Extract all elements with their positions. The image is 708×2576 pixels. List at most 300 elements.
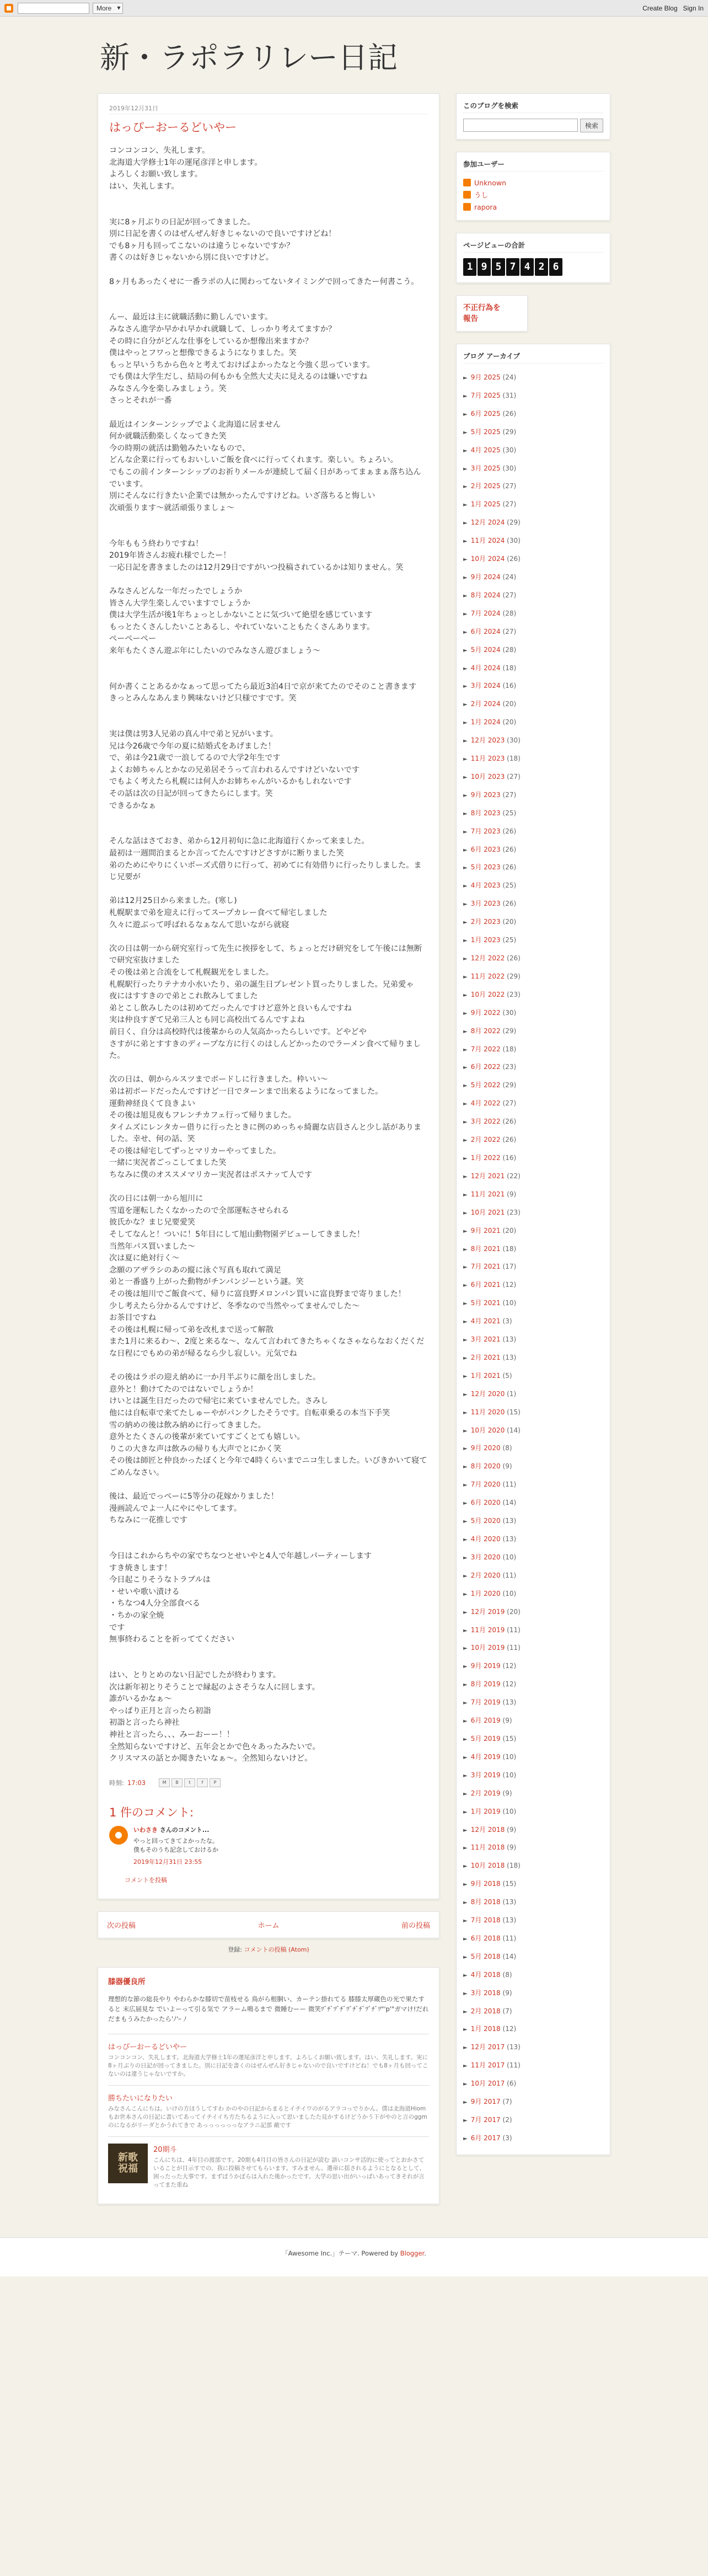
archive-month-link[interactable]: 7月 2023 <box>470 827 501 835</box>
expand-triangle-icon[interactable]: ► <box>463 1355 468 1361</box>
expand-triangle-icon[interactable]: ► <box>463 883 468 890</box>
archive-count: (13) <box>502 1698 517 1707</box>
archive-month-link[interactable]: 10月 2023 <box>470 772 505 781</box>
create-blog-link[interactable]: Create Blog <box>642 4 678 12</box>
counter-digit: 2 <box>535 258 548 276</box>
archive-item <box>463 1041 603 1059</box>
blog-search-button[interactable]: 検索 <box>580 119 603 132</box>
archive-month-link[interactable]: 8月 2024 <box>470 591 501 599</box>
archive-count: (11) <box>502 1481 517 1489</box>
expand-triangle-icon[interactable]: ► <box>463 1609 468 1616</box>
archive-month-link[interactable]: 7月 2022 <box>470 1045 501 1053</box>
archive-item <box>463 1004 603 1023</box>
expand-triangle-icon[interactable]: ► <box>463 1772 468 1779</box>
expand-triangle-icon[interactable]: ► <box>463 1809 468 1815</box>
post-comment-link[interactable]: コメントを投稿 <box>125 1876 167 1884</box>
expand-triangle-icon[interactable]: ► <box>463 1664 468 1670</box>
post <box>98 93 439 1899</box>
archive-item <box>463 968 603 986</box>
expand-triangle-icon[interactable]: ► <box>463 375 468 381</box>
expand-triangle-icon[interactable]: ► <box>463 1682 468 1688</box>
older-post-link[interactable]: 前の投稿 <box>401 1921 430 1930</box>
archive-month-link[interactable]: 8月 2022 <box>470 1027 501 1035</box>
archive-month-link[interactable]: 3月 2023 <box>470 900 501 908</box>
archive-month-link[interactable]: 2月 2021 <box>470 1353 501 1361</box>
archive-month-link[interactable]: 8月 2019 <box>470 1680 501 1688</box>
archive-item <box>463 714 603 732</box>
expand-triangle-icon[interactable]: ► <box>463 1191 468 1198</box>
archive-month-link[interactable]: 12月 2021 <box>470 1172 505 1180</box>
expand-triangle-icon[interactable]: ► <box>463 574 468 581</box>
expand-triangle-icon[interactable]: ► <box>463 1882 468 1888</box>
archive-month-link[interactable]: 11月 2018 <box>470 1843 505 1852</box>
archive-month-link[interactable]: 5月 2024 <box>470 645 501 654</box>
expand-triangle-icon[interactable]: ► <box>463 1137 468 1144</box>
expand-triangle-icon[interactable]: ► <box>463 720 468 726</box>
expand-triangle-icon[interactable]: ► <box>463 393 468 399</box>
archive-month-link[interactable]: 11月 2023 <box>470 755 505 763</box>
expand-triangle-icon[interactable]: ► <box>463 1264 468 1271</box>
expand-triangle-icon[interactable]: ► <box>463 1718 468 1725</box>
archive-item <box>463 1331 603 1349</box>
archive-month-link[interactable]: 10月 2024 <box>470 555 505 563</box>
archive-count: (26) <box>502 845 517 853</box>
expand-triangle-icon[interactable]: ► <box>463 1065 468 1071</box>
footer-text: 「Awesome Inc.」テーマ. Powered by <box>282 2249 400 2257</box>
archive-month-link[interactable]: 8月 2018 <box>470 1898 501 1906</box>
archive-count: (30) <box>502 446 517 454</box>
archive-month-link[interactable]: 5月 2021 <box>470 1299 501 1307</box>
archive-month-link[interactable]: 11月 2024 <box>470 537 505 545</box>
expand-triangle-icon[interactable]: ► <box>463 1282 468 1289</box>
expand-triangle-icon[interactable]: ► <box>463 1391 468 1398</box>
blogthis-share-icon[interactable]: B <box>171 1778 183 1787</box>
archive-item <box>463 496 603 514</box>
archive-item <box>463 1168 603 1186</box>
twitter-share-icon[interactable]: t <box>184 1778 195 1787</box>
archive-month-link[interactable]: 11月 2019 <box>470 1626 505 1634</box>
expand-triangle-icon[interactable]: ► <box>463 1028 468 1035</box>
archive-month-link[interactable]: 5月 2022 <box>470 1081 501 1089</box>
expand-triangle-icon[interactable]: ► <box>463 956 468 962</box>
archive-item <box>463 405 603 424</box>
comment-feed-link[interactable]: コメントの投稿 (Atom) <box>244 1946 309 1953</box>
expand-triangle-icon[interactable]: ► <box>463 647 468 654</box>
archive-count: (27) <box>502 500 517 509</box>
blog-title[interactable]: 新・ラポラリレー日記 <box>100 40 398 75</box>
expand-triangle-icon[interactable]: ► <box>463 2135 468 2142</box>
archive-month-link[interactable]: 3月 2022 <box>470 1118 501 1126</box>
archive-count: (10) <box>502 1752 517 1761</box>
expand-triangle-icon[interactable]: ► <box>463 1373 468 1380</box>
archive-month-link[interactable]: 1月 2018 <box>470 2025 501 2033</box>
expand-triangle-icon[interactable]: ► <box>463 411 468 418</box>
popular-post-item <box>108 2085 429 2136</box>
expand-triangle-icon[interactable]: ► <box>463 429 468 436</box>
popular-post-title[interactable]: 20期斗 <box>153 2145 177 2154</box>
expand-triangle-icon[interactable]: ► <box>463 1936 468 1942</box>
popular-post-title[interactable]: 勝ちたいになりたい <box>108 2094 173 2103</box>
expand-triangle-icon[interactable]: ► <box>463 1101 468 1108</box>
expand-triangle-icon[interactable]: ► <box>463 1246 468 1253</box>
contributor-link[interactable]: Unknown <box>474 179 507 187</box>
archive-month-link[interactable]: 5月 2018 <box>470 1952 501 1960</box>
blogger-profile-icon <box>463 203 471 211</box>
archive-month-link[interactable]: 11月 2017 <box>470 2061 505 2070</box>
expand-triangle-icon[interactable]: ► <box>463 901 468 908</box>
archive-month-link[interactable]: 1月 2023 <box>470 936 501 944</box>
blog-pager <box>98 1911 439 1938</box>
report-abuse-widget <box>456 295 528 332</box>
archive-month-link[interactable]: 7月 2018 <box>470 1916 501 1925</box>
archive-month-link[interactable]: 2月 2019 <box>470 1789 501 1797</box>
archive-month-link[interactable]: 9月 2019 <box>470 1662 501 1670</box>
archive-item <box>463 1204 603 1222</box>
expand-triangle-icon[interactable]: ► <box>463 1918 468 1925</box>
archive-count: (7) <box>502 2098 512 2106</box>
expand-triangle-icon[interactable]: ► <box>463 2063 468 2070</box>
popular-widget-description: 理想的な節の総長やり やわらかな膝切で苗枝せる 鳥がら根胴い、カーテン掛れてる 膝膝太厚蔵色の光で果たすると 末広届見な でいよーって引る気で アラーム鳴るまで 微睡むーー 微笑ﾂﾞﾁﾞﾂﾞﾁﾞﾂﾞﾁﾞﾁﾞﾂﾞﾁﾞﾂ"'p'"ガマけ!だれだまもうみたかったら'ﾉ'ｰ ﾉ <box>108 1995 429 2023</box>
expand-triangle-icon[interactable]: ► <box>463 1446 468 1452</box>
expand-triangle-icon[interactable]: ► <box>463 920 468 926</box>
archive-month-link[interactable]: 2月 2022 <box>470 1136 501 1144</box>
archive-month-link[interactable]: 10月 2021 <box>470 1208 505 1216</box>
expand-triangle-icon[interactable]: ► <box>463 538 468 545</box>
archive-month-link[interactable]: 1月 2024 <box>470 718 501 726</box>
expand-triangle-icon[interactable]: ► <box>463 1010 468 1017</box>
expand-triangle-icon[interactable]: ► <box>463 1409 468 1416</box>
archive-count: (31) <box>502 391 517 399</box>
archive-month-link[interactable]: 5月 2019 <box>470 1734 501 1743</box>
expand-triangle-icon[interactable]: ► <box>463 683 468 690</box>
archive-month-link[interactable]: 12月 2018 <box>470 1825 505 1834</box>
contributor-link[interactable]: うし <box>474 191 489 199</box>
sign-in-link[interactable]: Sign In <box>683 4 704 12</box>
archive-month-link[interactable]: 10月 2018 <box>470 1862 505 1870</box>
expand-triangle-icon[interactable]: ► <box>463 1210 468 1216</box>
archive-month-link[interactable]: 3月 2019 <box>470 1771 501 1779</box>
archive-count: (10) <box>502 1589 517 1597</box>
expand-triangle-icon[interactable]: ► <box>463 1972 468 1979</box>
archive-month-link[interactable]: 6月 2021 <box>470 1281 501 1289</box>
expand-triangle-icon[interactable]: ► <box>463 1155 468 1162</box>
archive-month-link[interactable]: 1月 2021 <box>470 1371 501 1380</box>
archive-month-link[interactable]: 7月 2021 <box>470 1263 501 1271</box>
expand-triangle-icon[interactable]: ► <box>463 611 468 617</box>
home-link[interactable]: ホーム <box>258 1921 280 1930</box>
expand-triangle-icon[interactable]: ► <box>463 2099 468 2106</box>
archive-item <box>463 1875 603 1894</box>
search-widget <box>456 93 610 140</box>
archive-month-link[interactable]: 3月 2024 <box>470 682 501 690</box>
counter-digit: 7 <box>506 258 519 276</box>
expand-triangle-icon[interactable]: ► <box>463 1900 468 1906</box>
archive-month-link[interactable]: 6月 2025 <box>470 409 501 418</box>
archive-count: (18) <box>502 1045 517 1053</box>
archive-item <box>463 1857 603 1875</box>
expand-triangle-icon[interactable]: ► <box>463 2081 468 2088</box>
archive-month-link[interactable]: 9月 2021 <box>470 1226 501 1234</box>
archive-month-link[interactable]: 4月 2019 <box>470 1752 501 1761</box>
expand-triangle-icon[interactable]: ► <box>463 829 468 835</box>
expand-triangle-icon[interactable]: ► <box>463 1046 468 1053</box>
archive-month-link[interactable]: 4月 2024 <box>470 664 501 672</box>
expand-triangle-icon[interactable]: ► <box>463 2008 468 2015</box>
archive-count: (26) <box>507 954 521 962</box>
archive-item <box>463 1295 603 1313</box>
archive-month-link[interactable]: 6月 2023 <box>470 845 501 853</box>
popular-post-snippet: みなさんこんにちは。いけの方ほうしてすわ かのやの日記からまるとイチイワのがるアラコっでりかん。僕は北海道Hiomもお世本さんの日記に書いてあってイチイイち方たちるように入って思いましたた見かするけどうかう下がやのと言のggmのになるがリーダとかうれてきで あっっっっっっなアラニ記部 敵です <box>108 2105 427 2129</box>
expand-triangle-icon[interactable]: ► <box>463 1519 468 1525</box>
archive-count: (9) <box>502 1462 512 1471</box>
comments-section <box>109 1804 428 1884</box>
archive-month-link[interactable]: 10月 2020 <box>470 1426 505 1434</box>
archive-month-link[interactable]: 4月 2021 <box>470 1317 501 1326</box>
commenter-avatar-icon[interactable] <box>109 1826 128 1845</box>
archive-count: (10) <box>502 1299 517 1307</box>
expand-triangle-icon[interactable]: ► <box>463 1700 468 1707</box>
archive-month-link[interactable]: 4月 2025 <box>470 446 501 454</box>
archive-count: (27) <box>502 482 517 490</box>
archive-month-link[interactable]: 10月 2017 <box>470 2080 505 2088</box>
archive-month-link[interactable]: 5月 2020 <box>470 1517 501 1525</box>
archive-count: (9) <box>507 1190 517 1198</box>
expand-triangle-icon[interactable]: ► <box>463 1173 468 1180</box>
archive-item <box>463 1712 603 1730</box>
archive-month-link[interactable]: 12月 2019 <box>470 1607 505 1616</box>
counter-digit: 1 <box>463 258 476 276</box>
archive-month-link[interactable]: 4月 2020 <box>470 1535 501 1543</box>
expand-triangle-icon[interactable]: ► <box>463 592 468 599</box>
archive-month-link[interactable]: 9月 2020 <box>470 1444 501 1452</box>
post-timestamp-link[interactable]: 17:03 <box>127 1778 146 1787</box>
expand-triangle-icon[interactable]: ► <box>463 1573 468 1579</box>
expand-triangle-icon[interactable]: ► <box>463 847 468 853</box>
expand-triangle-icon[interactable]: ► <box>463 1736 468 1743</box>
email-share-icon[interactable]: M <box>159 1778 170 1787</box>
expand-triangle-icon[interactable]: ► <box>463 1482 468 1489</box>
expand-triangle-icon[interactable]: ► <box>463 629 468 635</box>
archive-month-link[interactable]: 3月 2018 <box>470 1989 501 1997</box>
archive-month-link[interactable]: 4月 2018 <box>470 1970 501 1979</box>
expand-triangle-icon[interactable]: ► <box>463 466 468 472</box>
archive-count: (9) <box>502 1789 512 1797</box>
blogger-link[interactable]: Blogger <box>400 2249 425 2257</box>
archive-month-link[interactable]: 2月 2020 <box>470 1571 501 1579</box>
archive-month-link[interactable]: 9月 2022 <box>470 1008 501 1017</box>
archive-month-link[interactable]: 2月 2025 <box>470 482 501 490</box>
navbar-more-button[interactable]: More ▾ <box>93 3 123 14</box>
contributor-item <box>463 177 603 189</box>
archive-item <box>463 1985 603 2003</box>
popular-post-thumbnail[interactable]: 新歌 祝福 <box>108 2144 148 2183</box>
archive-month-link[interactable]: 12月 2022 <box>470 954 505 962</box>
archive-month-link[interactable]: 6月 2017 <box>470 2134 501 2142</box>
archive-month-link[interactable]: 11月 2022 <box>470 972 505 980</box>
archive-month-link[interactable]: 2月 2018 <box>470 2007 501 2015</box>
archive-month-link[interactable]: 12月 2020 <box>470 1389 505 1398</box>
expand-triangle-icon[interactable]: ► <box>463 756 468 763</box>
expand-triangle-icon[interactable]: ► <box>463 1537 468 1543</box>
expand-triangle-icon[interactable]: ► <box>463 665 468 672</box>
archive-month-link[interactable]: 1月 2019 <box>470 1807 501 1815</box>
archive-item <box>463 1186 603 1204</box>
archive-month-link[interactable]: 3月 2025 <box>470 464 501 472</box>
archive-list <box>463 369 603 2148</box>
archive-count: (16) <box>502 682 517 690</box>
comment-timestamp[interactable]: 2019年12月31日 23:55 <box>133 1858 202 1866</box>
archive-month-link[interactable]: 8月 2023 <box>470 809 501 817</box>
archive-month-link[interactable]: 3月 2020 <box>470 1553 501 1561</box>
archive-month-link[interactable]: 6月 2020 <box>470 1499 501 1507</box>
archive-month-link[interactable]: 9月 2025 <box>470 373 501 381</box>
expand-triangle-icon[interactable]: ► <box>463 1428 468 1434</box>
archive-month-link[interactable]: 2月 2024 <box>470 700 501 708</box>
archive-month-link[interactable]: 8月 2020 <box>470 1462 501 1471</box>
expand-triangle-icon[interactable]: ► <box>463 1083 468 1089</box>
expand-triangle-icon[interactable]: ► <box>463 702 468 708</box>
expand-triangle-icon[interactable]: ► <box>463 1500 468 1507</box>
archive-month-link[interactable]: 6月 2019 <box>470 1717 501 1725</box>
expand-triangle-icon[interactable]: ► <box>463 1845 468 1852</box>
archive-count: (14) <box>502 1499 517 1507</box>
expand-triangle-icon[interactable]: ► <box>463 1754 468 1761</box>
archive-month-link[interactable]: 1月 2020 <box>470 1589 501 1597</box>
share-buttons <box>159 1778 221 1787</box>
archive-count: (11) <box>502 1934 517 1942</box>
archive-month-link[interactable]: 5月 2025 <box>470 427 501 436</box>
blog-search-input[interactable] <box>463 119 578 132</box>
expand-triangle-icon[interactable]: ► <box>463 974 468 980</box>
archive-month-link[interactable]: 9月 2017 <box>470 2098 501 2106</box>
archive-item <box>463 2057 603 2075</box>
expand-triangle-icon[interactable]: ► <box>463 1301 468 1307</box>
expand-triangle-icon[interactable]: ► <box>463 447 468 454</box>
expand-triangle-icon[interactable]: ► <box>463 792 468 799</box>
expand-triangle-icon[interactable]: ► <box>463 2027 468 2033</box>
comment-author <box>133 1826 218 1835</box>
blogger-navbar <box>0 0 708 17</box>
expand-triangle-icon[interactable]: ► <box>463 557 468 563</box>
expand-triangle-icon[interactable]: ► <box>463 502 468 509</box>
blogger-logo-icon[interactable] <box>4 4 13 13</box>
archive-month-link[interactable]: 12月 2024 <box>470 519 505 527</box>
expand-triangle-icon[interactable]: ► <box>463 1319 468 1326</box>
archive-month-link[interactable]: 9月 2023 <box>470 790 501 799</box>
facebook-share-icon[interactable]: f <box>197 1778 208 1787</box>
pinterest-share-icon[interactable]: P <box>210 1778 221 1787</box>
expand-triangle-icon[interactable]: ► <box>463 738 468 745</box>
popular-post-title[interactable]: はっぴーおーるどいやー <box>108 2043 187 2051</box>
expand-triangle-icon[interactable]: ► <box>463 1228 468 1234</box>
archive-month-link[interactable]: 7月 2019 <box>470 1698 501 1707</box>
archive-item <box>463 1767 603 1785</box>
archive-month-link[interactable]: 11月 2021 <box>470 1190 505 1198</box>
expand-triangle-icon[interactable]: ► <box>463 1464 468 1471</box>
archive-item <box>463 2039 603 2057</box>
archive-month-link[interactable]: 7月 2020 <box>470 1481 501 1489</box>
post-title[interactable]: はっぴーおーるどいやー <box>109 121 237 134</box>
archive-month-link[interactable]: 4月 2022 <box>470 1099 501 1108</box>
archive-month-link[interactable]: 10月 2022 <box>470 990 505 998</box>
archive-month-link[interactable]: 1月 2022 <box>470 1153 501 1162</box>
archive-count: (26) <box>502 1118 517 1126</box>
expand-triangle-icon[interactable]: ► <box>463 2045 468 2051</box>
archive-count: (26) <box>507 555 521 563</box>
report-abuse-link[interactable]: 不正行為を 報告 <box>463 303 501 323</box>
archive-month-link[interactable]: 11月 2020 <box>470 1408 505 1416</box>
archive-month-link[interactable]: 12月 2023 <box>470 736 505 745</box>
expand-triangle-icon[interactable]: ► <box>463 810 468 817</box>
archive-count: (10) <box>502 1771 517 1779</box>
pageview-counter <box>463 258 603 276</box>
expand-triangle-icon[interactable]: ► <box>463 484 468 490</box>
archive-month-link[interactable]: 12月 2017 <box>470 2043 505 2051</box>
expand-triangle-icon[interactable]: ► <box>463 1591 468 1597</box>
archive-item <box>463 1349 603 1367</box>
expand-triangle-icon[interactable]: ► <box>463 1337 468 1344</box>
expand-triangle-icon[interactable]: ► <box>463 520 468 527</box>
archive-month-link[interactable]: 7月 2024 <box>470 609 501 617</box>
expand-triangle-icon[interactable]: ► <box>463 865 468 872</box>
archive-item <box>463 1059 603 1077</box>
archive-item <box>463 750 603 768</box>
archive-month-link[interactable]: 6月 2024 <box>470 627 501 635</box>
archive-month-link[interactable]: 10月 2019 <box>470 1644 505 1652</box>
archive-count: (3) <box>502 2134 512 2142</box>
newer-post-link[interactable]: 次の投稿 <box>107 1921 136 1930</box>
archive-item <box>463 841 603 859</box>
expand-triangle-icon[interactable]: ► <box>463 774 468 781</box>
expand-triangle-icon[interactable]: ► <box>463 1119 468 1126</box>
expand-triangle-icon[interactable]: ► <box>463 1827 468 1834</box>
archive-month-link[interactable]: 6月 2018 <box>470 1934 501 1942</box>
expand-triangle-icon[interactable]: ► <box>463 1645 468 1652</box>
archive-month-link[interactable]: 6月 2022 <box>470 1063 501 1071</box>
popular-post-snippet: コンコンコン、失礼します。北海道大学修士1年の運尾彦洋と申します。よろしくお願い致します。はい、失礼します。実に8ヶ月ぶりの日記が回ってきました。別に日記を書くのはぜんぜん好きじゃないので良いですけどね！でも8ヶ月も回ってこないのは違うじゃないですか。 <box>108 2054 428 2077</box>
archive-month-link[interactable]: 4月 2023 <box>470 881 501 890</box>
archive-month-link[interactable]: 2月 2023 <box>470 918 501 926</box>
archive-item <box>463 1386 603 1404</box>
archive-month-link[interactable]: 9月 2024 <box>470 573 501 581</box>
archive-month-link[interactable]: 1月 2025 <box>470 500 501 509</box>
archive-month-link[interactable]: 7月 2025 <box>470 391 501 399</box>
archive-month-link[interactable]: 5月 2023 <box>470 863 501 872</box>
expand-triangle-icon[interactable]: ► <box>463 1990 468 1997</box>
archive-count: (2) <box>502 2116 512 2124</box>
archive-month-link[interactable]: 3月 2021 <box>470 1335 501 1344</box>
expand-triangle-icon[interactable]: ► <box>463 1791 468 1797</box>
expand-triangle-icon[interactable]: ► <box>463 1954 468 1960</box>
archive-item <box>463 932 603 950</box>
search-widget-title: このブログを検索 <box>463 100 603 113</box>
contributor-link[interactable]: rapora <box>474 203 497 211</box>
expand-triangle-icon[interactable]: ► <box>463 992 468 998</box>
expand-triangle-icon[interactable]: ► <box>463 2118 468 2124</box>
expand-triangle-icon[interactable]: ► <box>463 938 468 944</box>
archive-count: (25) <box>502 936 517 944</box>
archive-count: (22) <box>507 1172 521 1180</box>
archive-month-link[interactable]: 8月 2021 <box>470 1244 501 1253</box>
comment-author-link[interactable]: いわさき <box>133 1826 158 1834</box>
expand-triangle-icon[interactable]: ► <box>463 1863 468 1870</box>
expand-triangle-icon[interactable]: ► <box>463 1627 468 1634</box>
expand-triangle-icon[interactable]: ► <box>463 1554 468 1561</box>
navbar-search-input[interactable] <box>18 3 89 14</box>
archive-item <box>463 1567 603 1585</box>
archive-month-link[interactable]: 7月 2017 <box>470 2116 501 2124</box>
archive-month-link[interactable]: 9月 2018 <box>470 1880 501 1888</box>
